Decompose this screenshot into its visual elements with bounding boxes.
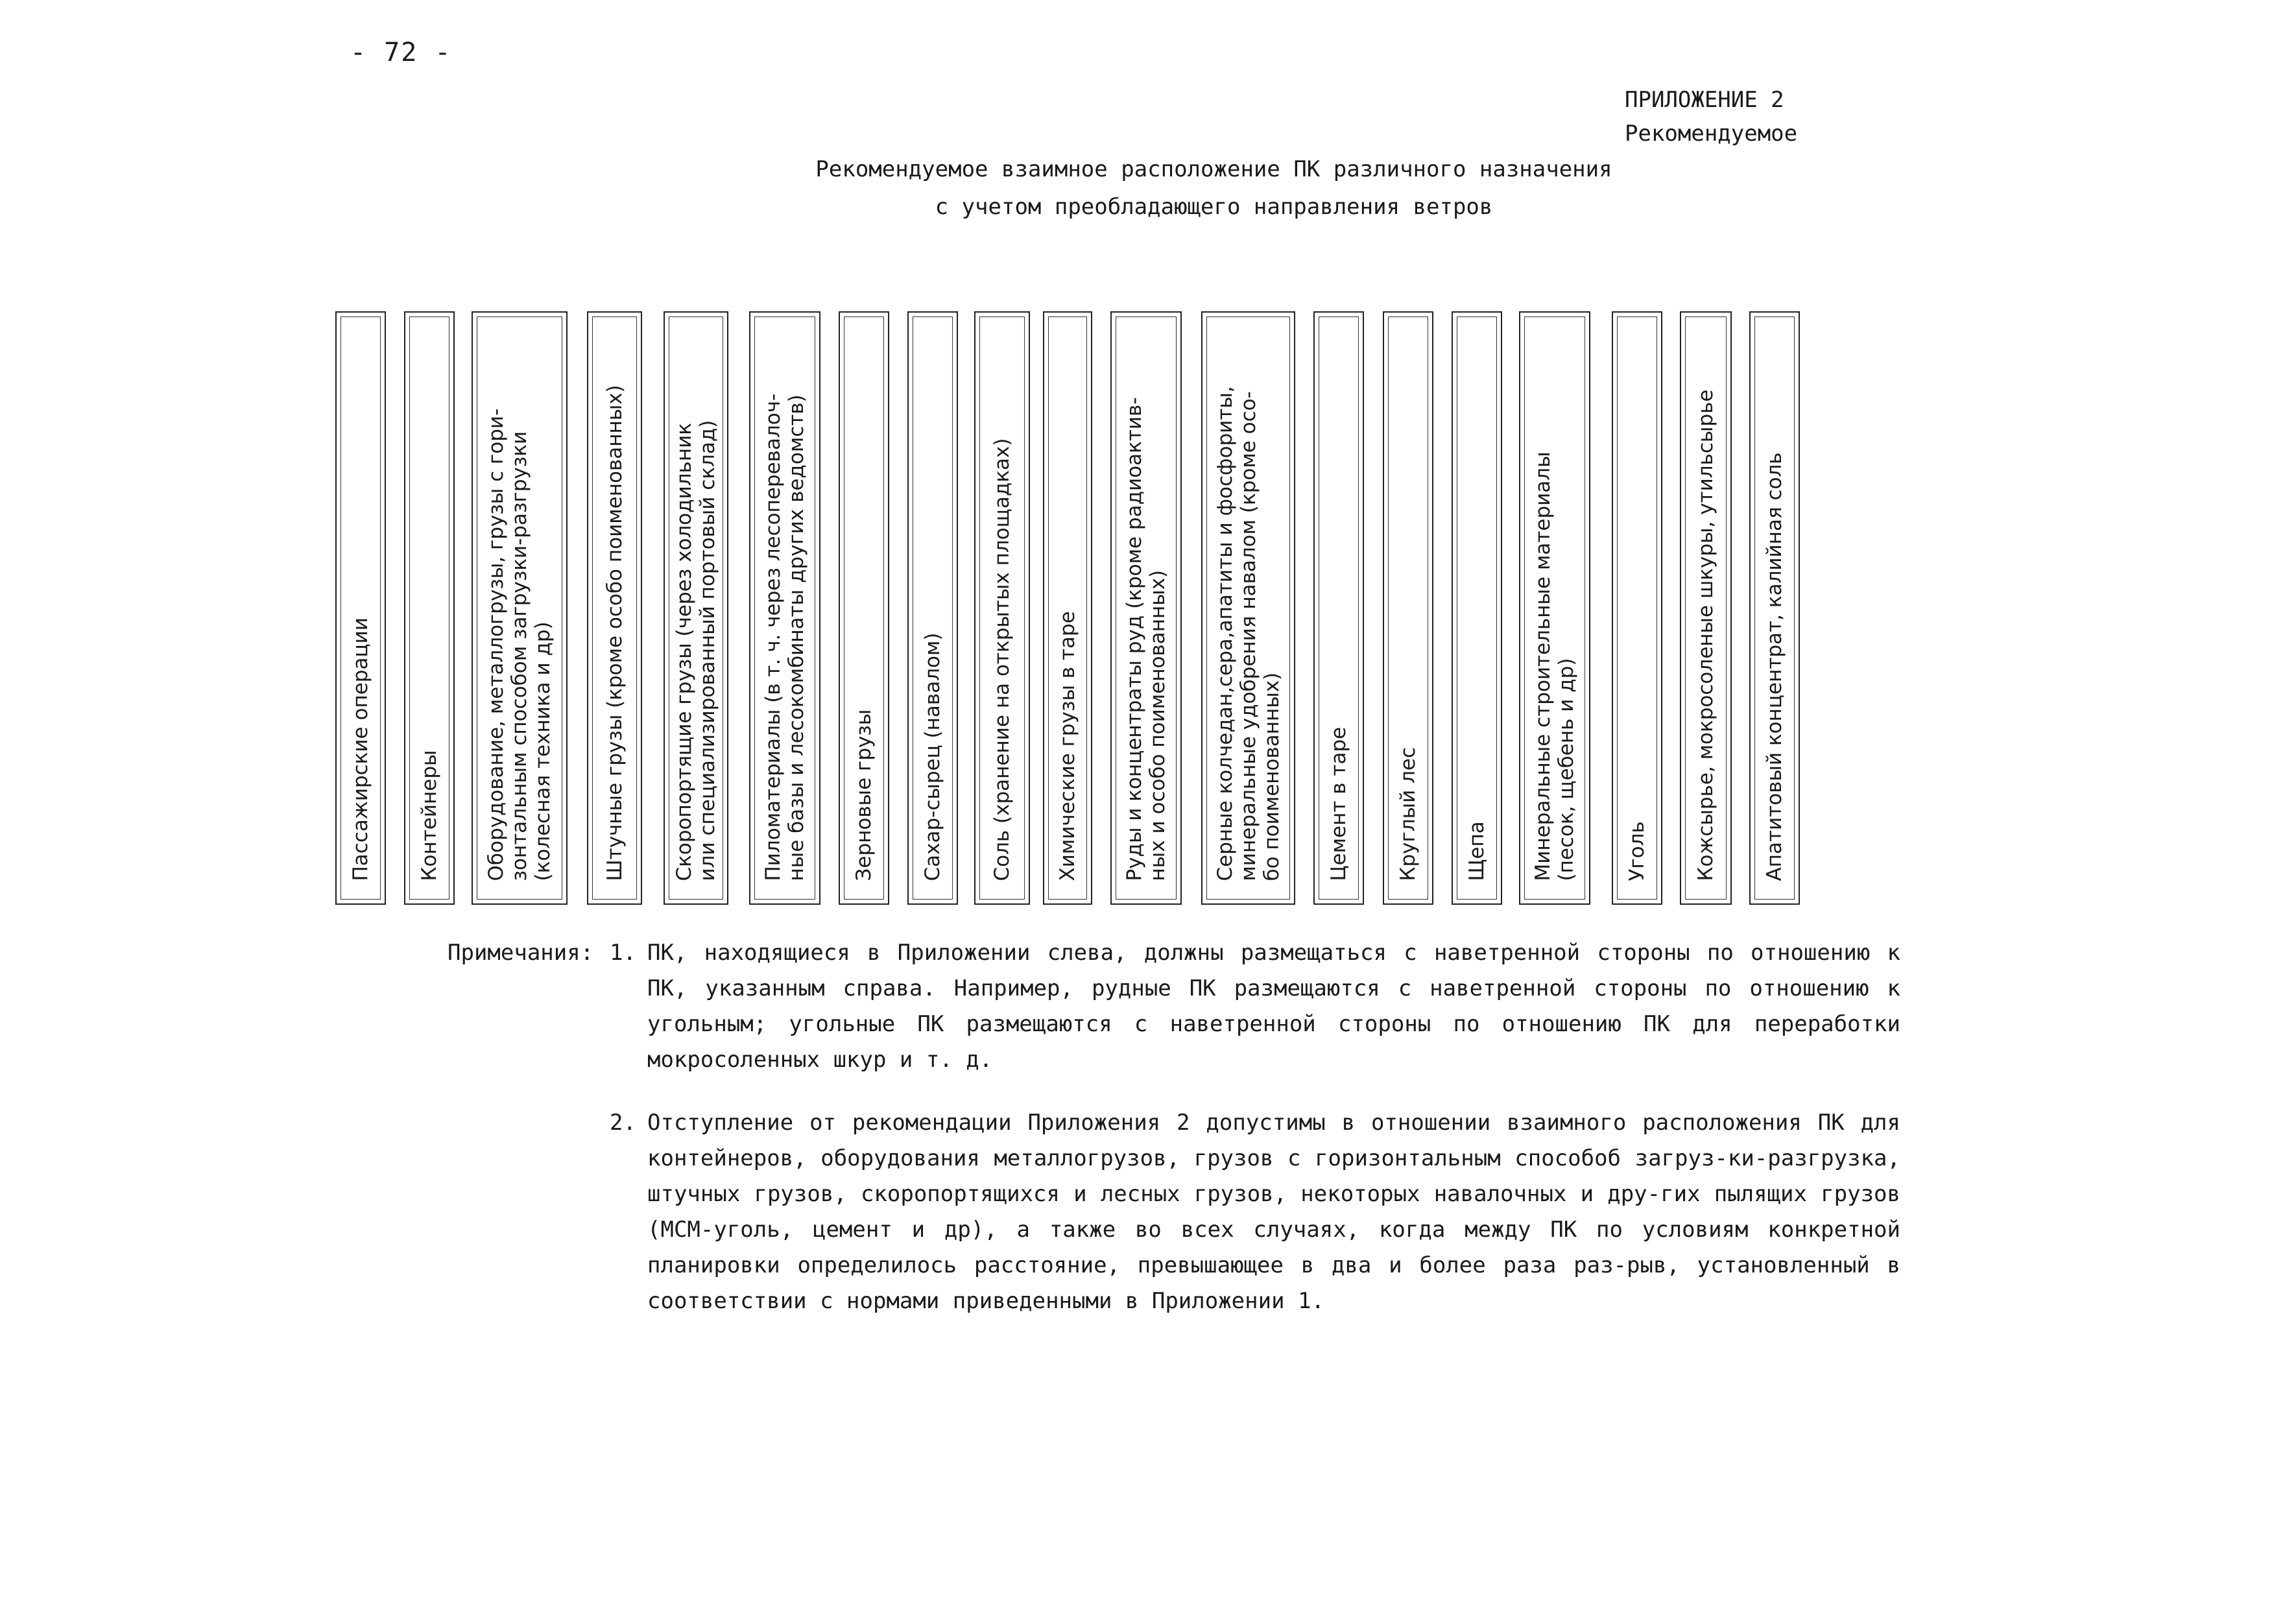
cargo-column-label: Штучные грузы (кроме особо поименованных) xyxy=(603,384,627,881)
cargo-column-label: Уголь xyxy=(1625,820,1649,881)
cargo-column xyxy=(404,311,455,905)
cargo-column-label: Оборудование, металлогрузы, грузы с гори- зонтальным способом загрузки-разгрузки (колесная техника и др) xyxy=(485,408,555,881)
cargo-column xyxy=(1110,311,1182,905)
cargo-column-label: Минеральные строительные материалы (песок, щебень и др) xyxy=(1531,451,1578,881)
cargo-column xyxy=(1680,311,1732,905)
cargo-column xyxy=(587,311,642,905)
cargo-column xyxy=(974,311,1030,905)
cargo-column-label: Соль (хранение на открытых площадках) xyxy=(990,438,1014,881)
cargo-column-label: Цемент в таре xyxy=(1327,726,1350,881)
cargo-column-label: Апатитовый концентрат, калийная соль xyxy=(1763,451,1786,881)
title-line-1: Рекомендуемое взаимное расположение ПК различного назначения xyxy=(815,156,1612,182)
appendix-label: ПРИЛОЖЕНИЕ 2 xyxy=(1625,87,1784,113)
cargo-column xyxy=(1383,311,1433,905)
cargo-column xyxy=(749,311,820,905)
cargo-column-label: Пассажирские операции xyxy=(349,617,372,881)
note-number: 1. xyxy=(610,940,636,966)
cargo-column xyxy=(1043,311,1092,905)
cargo-column xyxy=(1452,311,1502,905)
cargo-column-label: Руды и концентраты руд (кроме радиоактив- ных и особо поименованных) xyxy=(1123,396,1169,881)
cargo-column-label: Зерновые грузы xyxy=(852,709,876,881)
cargo-column-label: Круглый лес xyxy=(1396,746,1420,881)
cargo-column xyxy=(335,311,386,905)
cargo-column-label: Контейнеры xyxy=(418,749,441,881)
note-text: Отступление от рекомендации Приложения 2 допустимы в отношении взаимного расположения ПК для контейнеров, оборудования металлогрузов, грузов с горизонтальным способоб загруз-ки-разгрузка, штучных грузов, скоропортящихся и лесных грузов, некоторых навалочных и дру-гих пылящих грузов (МСМ-уголь, цемент и др), а также во всех случаях, когда между ПК по условиям конкретной планировки определилось расстояние, превышающее в два и более раза раз-рыв, установленный в соответствии с нормами приведенными в Приложении 1. xyxy=(647,1110,1900,1314)
notes-label: Примечания: xyxy=(448,940,594,966)
cargo-column xyxy=(1519,311,1590,905)
cargo-column xyxy=(1313,311,1364,905)
cargo-column-label: Кожсырье, мокросоленые шкуры, утильсырье xyxy=(1694,389,1717,881)
note-number: 2. xyxy=(610,1110,636,1136)
note-item xyxy=(610,1105,1900,1319)
cargo-column xyxy=(1749,311,1800,905)
cargo-column-label: Серные колчедан,сера,апатиты и фосфориты, минеральные удобрения навалом (кроме осо- бо поименованных) xyxy=(1213,385,1284,881)
cargo-column-label: Щепа xyxy=(1465,820,1489,881)
cargo-column-label: Химические грузы в таре xyxy=(1056,610,1079,881)
appendix-status: Рекомендуемое xyxy=(1625,121,1798,147)
cargo-column xyxy=(1201,311,1295,905)
cargo-column-label: Скоропортящие грузы (через холодильник или специализированный портовый склад) xyxy=(673,420,719,881)
cargo-column xyxy=(664,311,728,905)
note-item xyxy=(610,935,1900,1078)
title-line-2: с учетом преобладающего направления ветров xyxy=(935,194,1493,220)
cargo-column xyxy=(839,311,889,905)
note-text: ПК, находящиеся в Приложении слева, должны размещаться с наветренной стороны по отношению к ПК, указанным справа. Например, рудные ПК размещаются с наветренной стороны по отношению к угольным; угольные ПК размещаются с наветренной стороны по отношению ПК для переработки мокросоленных шкур и т. д. xyxy=(647,940,1900,1073)
cargo-column xyxy=(472,311,568,905)
cargo-column xyxy=(1612,311,1662,905)
cargo-column-label: Пиломатериалы (в т. ч. через лесоперевалоч- ные базы и лесокомбинаты других ведомств) xyxy=(761,393,808,881)
page-number: - 72 - xyxy=(350,38,452,67)
cargo-column-label: Сахар-сырец (навалом) xyxy=(921,632,944,881)
cargo-column xyxy=(907,311,958,905)
